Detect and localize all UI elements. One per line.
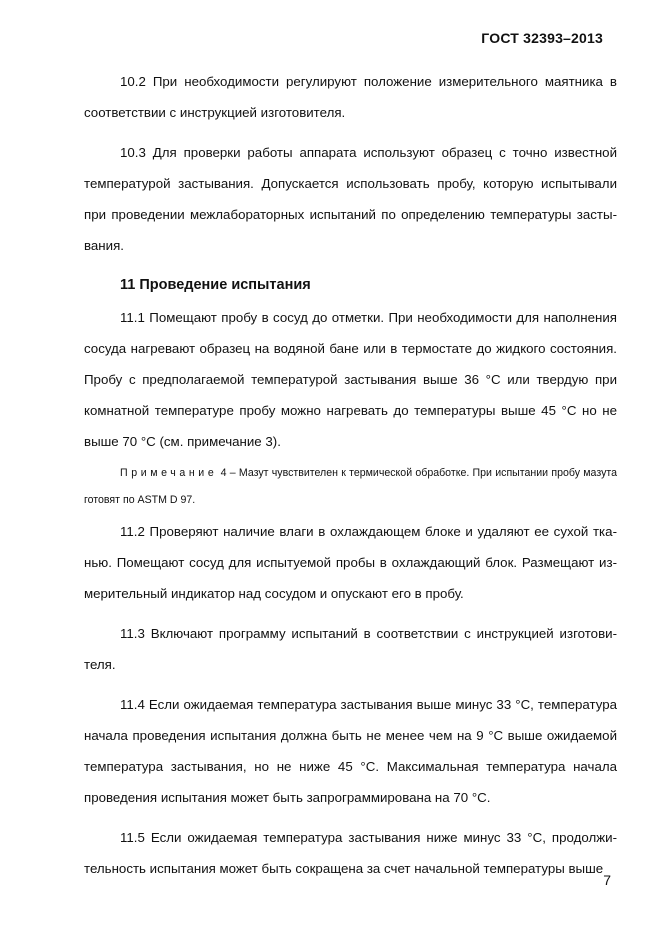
paragraph-10-2: 10.2 При необходимости регулируют положение измерительного маятника в соответствии с инструкцией изготовителя.	[84, 74, 617, 120]
paragraph-11-1: 11.1 Помещают пробу в сосуд до отметки. При необходимости для наполнения сосуда нагревают образец на водяной бане или в термостате до жидкого состояния. Пробу с предполагаемой температурой застывания выше 36 °С или твердую при комнатной температуре пробу можно нагревать до температуры выше 45 °С но не выше 70 °С (см. примечание 3).	[84, 310, 617, 449]
page-number: 7	[603, 872, 611, 888]
note-label: Примечание	[120, 467, 218, 479]
note-text: 4 – Мазут чувствителен к термической обработке. При испытании пробу мазута готовят по ASTM D 97.	[84, 467, 617, 506]
document-body	[84, 66, 617, 884]
standard-header: ГОСТ 32393–2013	[481, 30, 603, 46]
paragraph-10-3: 10.3 Для проверки работы аппарата используют образец с точно известной температурой застывания. Допускается использовать пробу, которую испытывали при проведении межлабораторных испытаний по определению температуры застывания.	[84, 145, 617, 253]
note-4	[84, 460, 617, 514]
paragraph-11-4: 11.4 Если ожидаемая температура застывания выше минус 33 °С, температура начала проведения испытания должна быть не менее чем на 9 °С выше ожидаемой температура застывания, но не ниже 45 °С. Максимальная температура начала проведения испытания может быть запрограммирована на 70 °С.	[84, 697, 617, 805]
paragraph-11-2: 11.2 Проверяют наличие влаги в охлаждающем блоке и удаляют ее сухой тканью. Помещают сосуд для испытуемой пробы в охлаждающий блок. Размещают измерительный индикатор над сосудом и опускают его в пробу.	[84, 524, 617, 601]
paragraph-11-5: 11.5 Если ожидаемая температура застывания ниже минус 33 °С, продолжительность испытания может быть сокращена за счет начальной температуры выше	[84, 830, 617, 876]
paragraph-11-3: 11.3 Включают программу испытаний в соответствии с инструкцией изготовителя.	[84, 626, 617, 672]
section-11-heading: 11 Проведение испытания	[120, 277, 311, 293]
